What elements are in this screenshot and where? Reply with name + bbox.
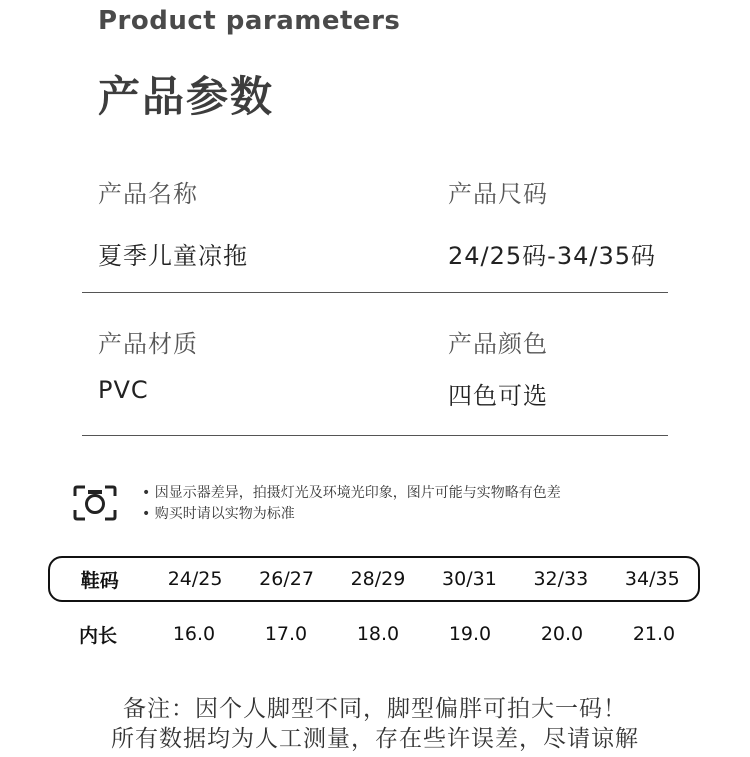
size-row bbox=[48, 556, 700, 602]
length-cell: 20.0 bbox=[540, 623, 584, 645]
length-row bbox=[48, 611, 700, 657]
size-row-header: 鞋码 bbox=[80, 569, 119, 592]
product-name-value: 夏季儿童凉拖 bbox=[98, 242, 248, 270]
product-size-label: 产品尺码 bbox=[448, 180, 548, 208]
product-color-label: 产品颜色 bbox=[448, 330, 548, 358]
length-row-header: 内长 bbox=[78, 624, 117, 647]
size-cell: 34/35 bbox=[624, 568, 680, 590]
length-cell: 16.0 bbox=[172, 623, 216, 645]
footer-note: 备注：因个人脚型不同，脚型偏胖可拍大一码！ bbox=[123, 696, 627, 722]
size-cell: 28/29 bbox=[350, 568, 406, 590]
footer-note: 所有数据均为人工测量，存在些许误差，尽请谅解 bbox=[111, 726, 639, 752]
product-color-value: 四色可选 bbox=[448, 382, 548, 410]
disclaimer-notes bbox=[142, 483, 561, 525]
disclaimer-line: • 购买时请以实物为标准 bbox=[142, 504, 561, 525]
length-cell: 19.0 bbox=[448, 623, 492, 645]
camera-icon bbox=[72, 484, 118, 522]
size-cell: 24/25 bbox=[167, 568, 223, 590]
divider bbox=[82, 435, 668, 436]
disclaimer-line: • 因显示器差异，拍摄灯光及环境光印象，图片可能与实物略有色差 bbox=[142, 483, 561, 504]
divider bbox=[82, 292, 668, 293]
length-cell: 17.0 bbox=[264, 623, 308, 645]
product-material-value: PVC bbox=[98, 376, 149, 404]
title-english: Product parameters bbox=[98, 6, 401, 36]
size-cell: 30/31 bbox=[442, 568, 497, 590]
product-size-value: 24/25码-34/35码 bbox=[448, 242, 656, 270]
size-cell: 26/27 bbox=[259, 568, 314, 590]
title-chinese: 产品参数 bbox=[98, 72, 275, 121]
length-cell: 21.0 bbox=[632, 623, 676, 645]
product-name-label: 产品名称 bbox=[98, 180, 198, 208]
product-material-label: 产品材质 bbox=[98, 330, 198, 358]
length-cell: 18.0 bbox=[356, 623, 400, 645]
size-cell: 32/33 bbox=[533, 568, 589, 590]
